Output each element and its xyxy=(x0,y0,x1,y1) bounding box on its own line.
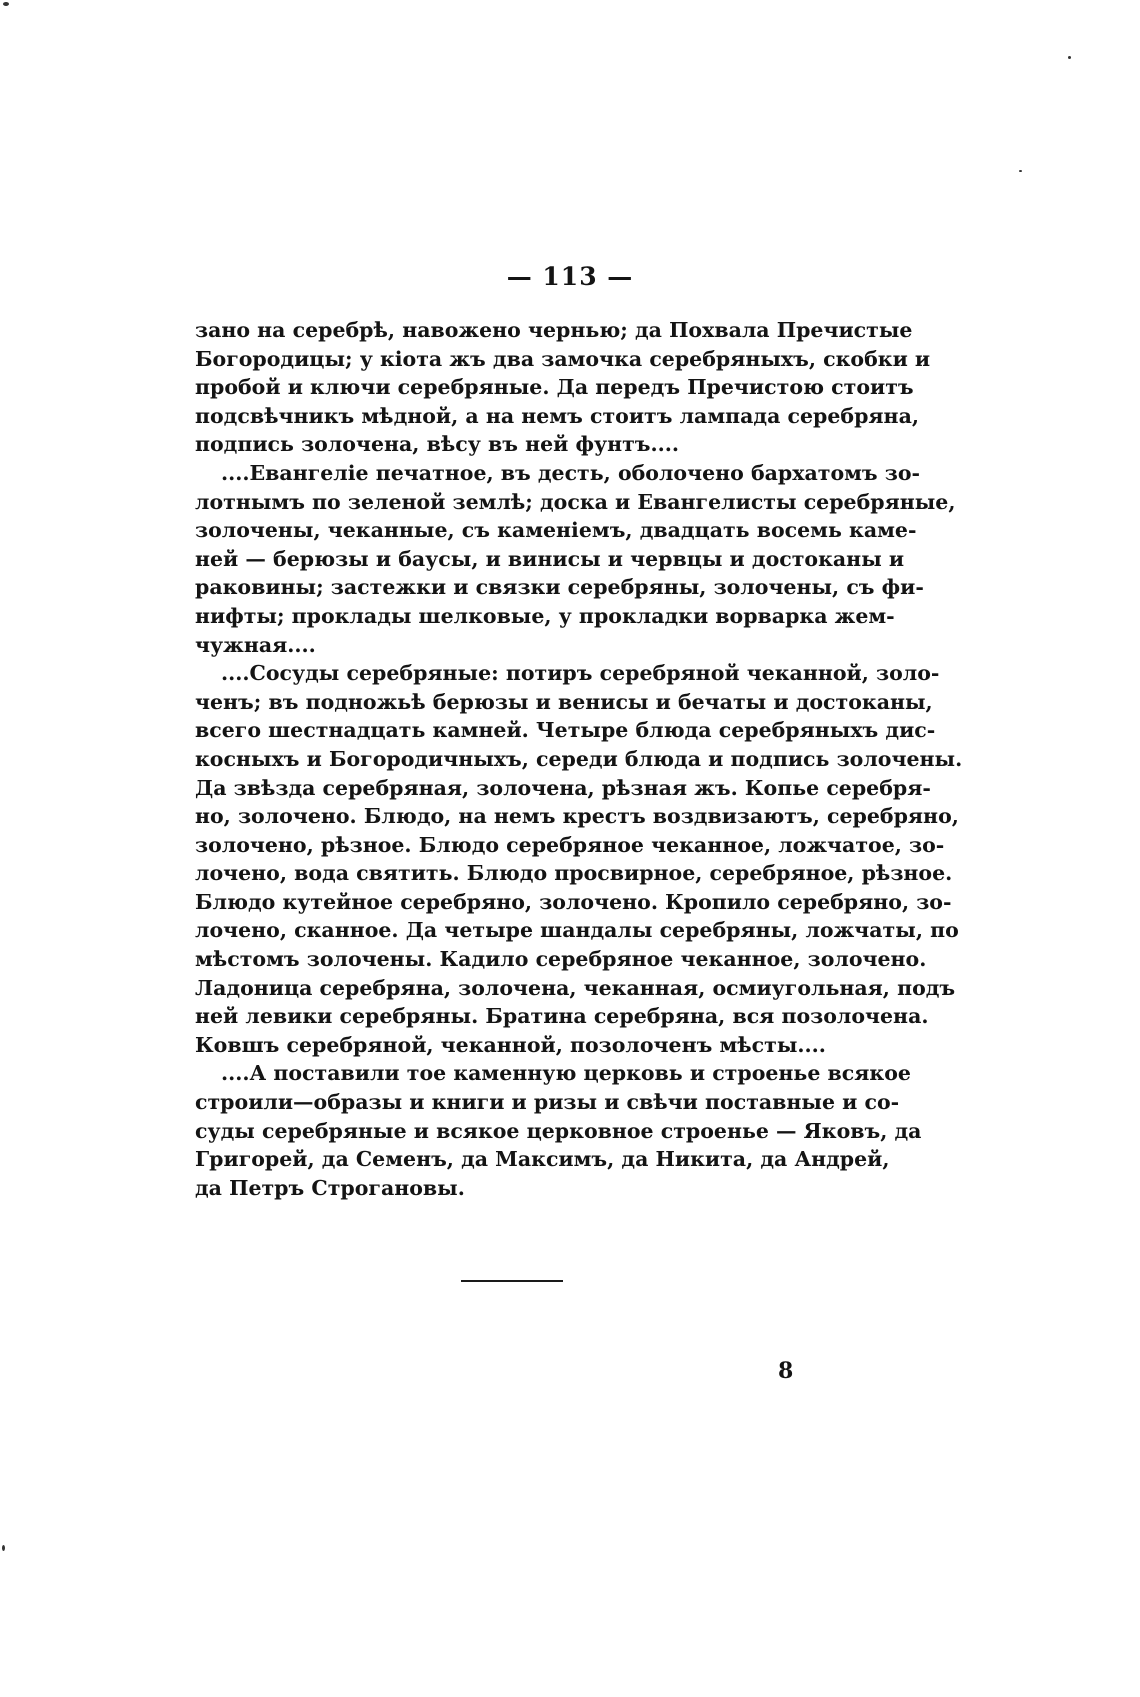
text-line: Да звѣзда серебряная, золочена, рѣзная жъ. Копье серебря- xyxy=(195,775,931,800)
text-line: Блюдо кутейное серебряно, золочено. Кропило серебряно, зо- xyxy=(195,889,952,914)
body-text xyxy=(195,316,963,1202)
text-line: нифты; проклады шелковые, у прокладки ворварка жем- xyxy=(195,603,895,628)
text-line: ченъ; въ подножьѣ берюзы и венисы и бечаты и достоканы, xyxy=(195,689,933,714)
text-line: ней — берюзы и баусы, и винисы и червцы и достоканы и xyxy=(195,546,905,571)
text-line: ....А поставили тое каменную церковь и строенье всякое xyxy=(221,1061,911,1086)
text-line: ....Сосуды серебряные: потиръ серебряной чеканной, золо- xyxy=(221,661,940,686)
text-line: лочено, вода святить. Блюдо просвирное, серебряное, рѣзное. xyxy=(195,861,953,886)
text-line: но, золочено. Блюдо, на немъ крестъ воздвизаютъ, серебряно, xyxy=(195,804,959,829)
text-line: Богородицы; у кіота жъ два замочка серебряныхъ, скобки и xyxy=(195,346,931,371)
text-line: чужная.... xyxy=(195,632,316,657)
text-line: подсвѣчникъ мѣдной, а на немъ стоитъ лампада серебряна, xyxy=(195,403,919,428)
text-line: подпись золочена, вѣсу въ ней фунтъ.... xyxy=(195,432,680,457)
text-line: да Петръ Строгановы. xyxy=(195,1175,465,1200)
text-line: золочены, чеканные, съ каменіемъ, двадцать восемь камe- xyxy=(195,518,917,543)
text-line: строили—образы и книги и ризы и свѣчи поставные и со- xyxy=(195,1090,900,1115)
scan-speck xyxy=(2,1545,5,1551)
text-line: лотнымъ по зеленой землѣ; доска и Евангелисты серебряные, xyxy=(195,489,956,514)
text-line: ней левики серебряны. Братина серебряна, вся позолочена. xyxy=(195,1004,929,1029)
text-line: ....Евангеліе печатное, въ десть, оболочено бархатомъ зо- xyxy=(221,460,921,485)
text-line: Ладоница серебряна, золочена, чеканная, осмиугольная, подъ xyxy=(195,975,956,1000)
scan-speck xyxy=(1068,56,1071,59)
text-line: Ковшъ серебряной, чеканной, позолоченъ мѣсты.... xyxy=(195,1032,826,1057)
text-line: зано на серебрѣ, навожено чернью; да Похвала Пречистые xyxy=(195,318,913,342)
text-line: всего шестнадцать камней. Четыре блюда серебряныхъ дис- xyxy=(195,718,936,743)
text-line: пробой и ключи серебряные. Да передъ Пречистою стоитъ xyxy=(195,375,914,400)
scan-speck xyxy=(3,2,9,6)
scan-speck xyxy=(1019,170,1022,172)
text-line: золочено, рѣзное. Блюдо серебряное чеканное, ложчатое, зо- xyxy=(195,832,945,857)
text-line: суды серебряные и всякое церковное строенье — Яковъ, да xyxy=(195,1118,922,1143)
end-rule xyxy=(461,1280,563,1282)
page-number: — 113 — xyxy=(506,262,634,291)
text-line: мѣстомъ золочены. Кадило серебряное чеканное, золочено. xyxy=(195,947,927,972)
text-line: Григорей, да Семенъ, да Максимъ, да Никита, да Андрей, xyxy=(195,1147,890,1172)
text-line: раковины; застежки и связки серебряны, золочены, съ фи- xyxy=(195,575,924,600)
text-line: лочено, сканное. Да четыре шандалы серебряны, ложчаты, по xyxy=(195,918,959,943)
signature-mark: 8 xyxy=(778,1358,794,1384)
text-line: косныхъ и Богородичныхъ, середи блюда и подпись золочены. xyxy=(195,746,963,771)
